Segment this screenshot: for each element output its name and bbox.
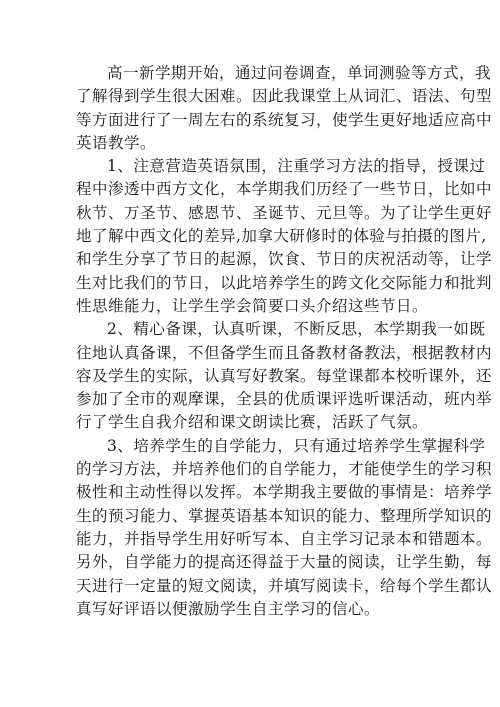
text-line: 的学习方法，并培养他们的自学能力，才能使学生的学习积	[76, 460, 493, 479]
paragraph-intro	[76, 62, 493, 155]
text-line: 生的预习能力、掌握英语基本知识的能力、整理所学知识的	[76, 506, 493, 525]
text-line: 程中渗透中西方文化，本学期我们历经了一些节日，比如中	[76, 180, 493, 199]
text-line: 容及学生的实际，认真写好教案。每堂课都本校听课外，还	[76, 366, 493, 385]
text-line: 能力，并指导学生用好听写本、自主学习记录本和错题本。	[76, 529, 493, 548]
text-line: 2、精心备课，认真听课，不断反思，本学期我一如既	[107, 320, 486, 339]
text-line: 1、注意营造英语氛围，注重学习方法的指导，授课过	[107, 157, 486, 176]
text-line: 等方面进行了一周左右的系统复习，使学生更好地适应高中	[76, 110, 493, 129]
paragraph-point-1	[76, 155, 493, 318]
text-line: 高一新学期开始，通过问卷调查，单词测验等方式，我	[107, 64, 492, 82]
text-line: 和学生分享了节日的起源，饮食、节日的庆祝活动等，让学	[76, 250, 493, 269]
text-line: 另外，自学能力的提高还得益于大量的阅读，让学生勤，每	[76, 553, 493, 572]
text-line: 地了解中西文化的差异,加拿大研修时的体验与拍摄的图片,	[76, 227, 487, 246]
text-line: 天进行一定量的短文阅读，并填写阅读卡，给每个学生都认	[76, 576, 493, 595]
document-body	[76, 62, 493, 621]
text-line: 秋节、万圣节、感恩节、圣诞节、元旦等。为了让学生更好	[76, 203, 493, 222]
text-line: 生对比我们的节日，以此培养学生的跨文化交际能力和批判	[76, 273, 493, 292]
paragraph-point-3	[76, 435, 493, 621]
text-line: 真写好评语以便激励学生自主学习的信心。	[76, 599, 381, 618]
text-line: 3、培养学生的自学能力，只有通过培养学生掌握科学	[107, 436, 486, 455]
paragraph-point-2	[76, 318, 493, 434]
text-line: 极性和主动性得以发挥。本学期我主要做的事情是：培养学	[76, 483, 493, 502]
text-line: 英语教学。	[76, 133, 157, 152]
text-line: 了解得到学生很大困难。因此我课堂上从词汇、语法、句型	[76, 87, 493, 106]
text-line: 往地认真备课，不但备学生而且备教材备教法，根据教材内	[76, 343, 493, 362]
text-line: 参加了全市的观摩课，全县的优质课评选听课活动，班内举	[76, 390, 493, 409]
text-line: 行了学生自我介绍和课文朗读比赛，活跃了气氛。	[76, 413, 429, 432]
text-line: 性思维能力，让学生学会简要口头介绍这些节日。	[76, 296, 429, 315]
